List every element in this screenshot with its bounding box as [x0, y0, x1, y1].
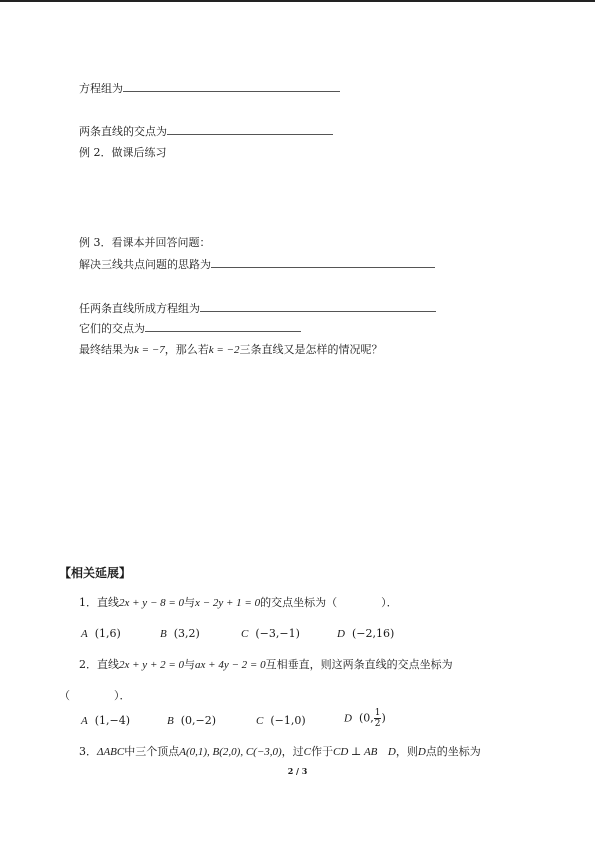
q3-mid3: 作于	[311, 745, 334, 758]
equations-blank[interactable]	[123, 80, 340, 92]
q1-option-b-value: (3,2)	[173, 627, 200, 640]
q3-perp: CD ⊥ AB	[333, 746, 378, 758]
three-lines-idea-blank[interactable]	[211, 256, 435, 268]
q2-fraction-numerator: 1	[374, 708, 381, 718]
q1-suffix: 的交点坐标为（ ）．	[260, 596, 398, 609]
their-intersection-blank[interactable]	[145, 320, 301, 332]
final-result-c: 三条直线又是怎样的情况呢？	[239, 343, 383, 356]
three-lines-idea-label: 解决三线共点问题的思路为	[79, 258, 211, 271]
q1-option-d-value: (−2,16)	[351, 627, 395, 640]
q1-option-b-letter: B	[160, 628, 167, 640]
q1-option-c[interactable]	[241, 627, 300, 641]
page-number: 2 / 3	[287, 766, 308, 776]
q2-option-a-letter: A	[81, 715, 88, 727]
intersection-line	[79, 123, 333, 139]
q2-prefix: 2．直线	[79, 658, 119, 671]
q2-option-c[interactable]	[256, 714, 306, 728]
three-lines-idea-line	[79, 256, 435, 272]
q2-eq2: ax + 4y − 2 = 0	[195, 659, 266, 671]
q2-option-c-value: (−1,0)	[270, 714, 306, 727]
q1-eq2: x − 2y + 1 = 0	[195, 597, 261, 609]
q1-option-b[interactable]	[160, 627, 200, 641]
final-result-a: 最终结果为	[79, 343, 134, 356]
q2-suffix: 互相垂直，则这两条直线的交点坐标为	[265, 658, 453, 671]
q2-option-a[interactable]	[81, 714, 130, 728]
q1-option-a-value: (1,6)	[94, 627, 121, 640]
q2-mid: 与	[184, 658, 196, 671]
final-result-k2: k = −2	[208, 344, 240, 356]
question-1	[79, 596, 398, 610]
q1-eq1: 2x + y − 8 = 0	[119, 597, 185, 609]
question-3	[79, 745, 481, 759]
q2-option-d[interactable]	[344, 708, 386, 729]
question-2	[79, 658, 453, 672]
any-two-lines-label: 任两条直线所成方程组为	[79, 302, 200, 315]
q1-option-a[interactable]	[81, 627, 121, 641]
intersection-label: 两条直线的交点为	[79, 125, 167, 138]
section-heading: 【相关延展】	[59, 566, 132, 580]
intersection-blank[interactable]	[167, 123, 333, 135]
q3-mid2: ，过	[281, 745, 304, 758]
q3-foot: D	[387, 746, 396, 758]
q2-paren: （ ）．	[59, 689, 131, 702]
q2-eq1: 2x + y + 2 = 0	[119, 659, 185, 671]
q2-option-d-value: (0,	[358, 711, 374, 725]
q3-cross: C	[303, 746, 312, 758]
q1-mid: 与	[184, 596, 196, 609]
example-2: 例 2．做课后练习	[79, 146, 167, 159]
q3-points: A(0,1), B(2,0), C(−3,0)	[179, 746, 282, 758]
their-intersection-label: 它们的交点为	[79, 322, 145, 335]
q3-mid: 中三个顶点	[124, 745, 180, 758]
q3-prefix: 3．	[79, 745, 97, 758]
q3-triangle: ΔABC	[97, 746, 125, 758]
final-result-b: ，那么若	[164, 343, 209, 356]
q2-option-b-letter: B	[167, 715, 174, 727]
any-two-lines-blank[interactable]	[200, 300, 436, 312]
q3-suffix: ，则	[395, 745, 418, 758]
equations-line	[79, 80, 340, 96]
q2-option-c-letter: C	[256, 715, 264, 727]
q1-option-d[interactable]	[337, 627, 394, 641]
q2-option-d-close: )	[381, 711, 386, 725]
q3-end: 点的坐标为	[425, 745, 481, 758]
q1-option-c-letter: C	[241, 628, 249, 640]
top-rule	[0, 0, 595, 2]
q3-d-point: D	[417, 746, 426, 758]
their-intersection-line	[79, 320, 301, 336]
final-result-k1: k = −7	[134, 344, 165, 356]
q2-option-a-value: (1,−4)	[94, 714, 131, 727]
q1-option-c-value: (−3,−1)	[255, 627, 300, 640]
q2-fraction-denominator: 2	[374, 719, 381, 729]
q2-option-b[interactable]	[167, 714, 216, 728]
example-3: 例 3．看课本并回答问题：	[79, 236, 211, 249]
any-two-lines-line	[79, 300, 436, 316]
q2-option-d-letter: D	[344, 712, 352, 725]
q1-option-d-letter: D	[337, 628, 345, 640]
q2-option-b-value: (0,−2)	[180, 714, 217, 727]
final-result-line	[79, 343, 382, 357]
q1-prefix: 1．直线	[79, 596, 119, 609]
equations-label: 方程组为	[79, 82, 123, 95]
q1-option-a-letter: A	[81, 628, 88, 640]
